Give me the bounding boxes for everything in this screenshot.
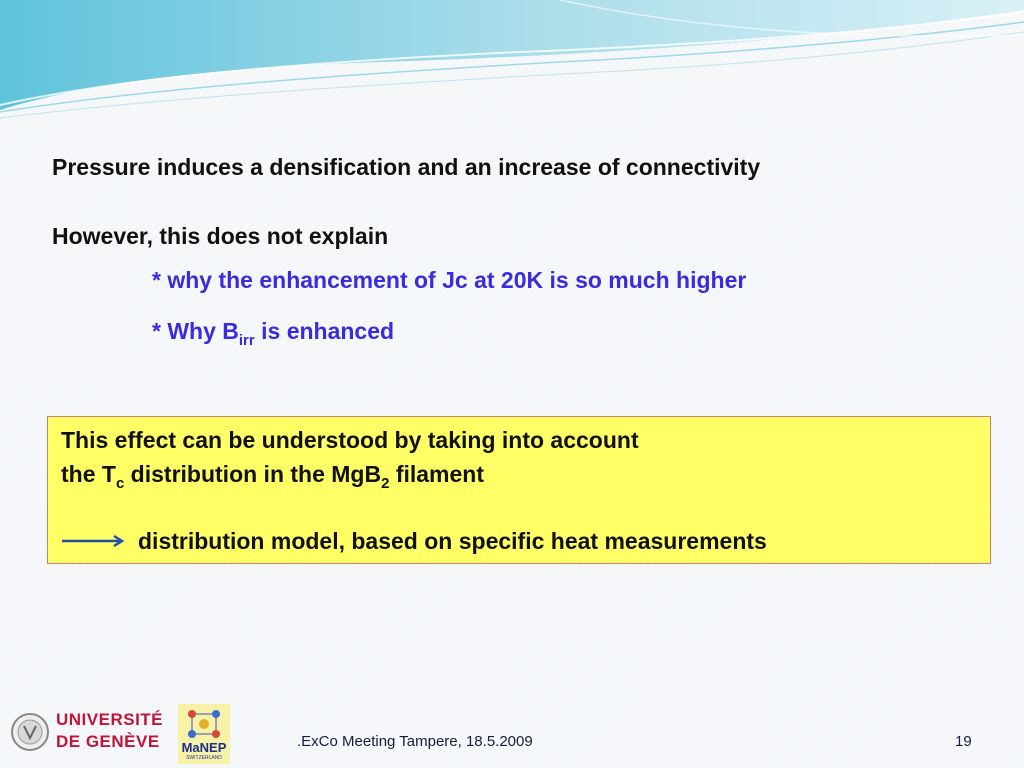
box-line2-sub-c: c bbox=[115, 475, 125, 492]
box-line2-pre: the T bbox=[61, 461, 116, 487]
page-number: 19 bbox=[955, 733, 972, 750]
logo-universite-text: UNIVERSITÉ bbox=[56, 710, 164, 729]
bullet-jc-enhancement: * why the enhancement of Jc at 20K is so much higher bbox=[152, 267, 747, 293]
bullet2-subscript: irr bbox=[238, 332, 255, 349]
bullet-birr-enhanced bbox=[152, 318, 394, 349]
bullet2-pre: * Why B bbox=[152, 318, 239, 344]
logo-geneve-text: DE GENÈVE bbox=[56, 732, 160, 751]
logo-manep-sub: SWITZERLAND bbox=[186, 755, 222, 761]
top-wave-decoration bbox=[0, 0, 1024, 130]
bullet2-post: is enhanced bbox=[254, 318, 395, 344]
statement-not-explain: However, this does not explain bbox=[52, 223, 389, 249]
box-line-tc-distribution bbox=[61, 461, 484, 492]
highlight-box bbox=[47, 416, 991, 564]
statement-densification: Pressure induces a densification and an increase of connectivity bbox=[52, 154, 761, 180]
footer-meeting-text: .ExCo Meeting Tampere, 18.5.2009 bbox=[297, 733, 533, 750]
box-line-distribution-model: distribution model, based on specific heat measurements bbox=[138, 528, 767, 554]
universite-geneve-logo bbox=[8, 706, 168, 758]
box-line-understood: This effect can be understood by taking into account bbox=[61, 427, 639, 453]
geneva-seal-icon bbox=[10, 712, 50, 752]
molecule-icon bbox=[178, 704, 230, 740]
logo-manep-text: MaNEP bbox=[181, 740, 227, 755]
manep-logo bbox=[178, 704, 230, 764]
arrow-right-icon bbox=[62, 534, 128, 548]
box-line2-mid: distribution in the MgB bbox=[124, 461, 382, 487]
box-line2-sub-2: 2 bbox=[381, 475, 390, 492]
box-line2-post: filament bbox=[389, 461, 485, 487]
